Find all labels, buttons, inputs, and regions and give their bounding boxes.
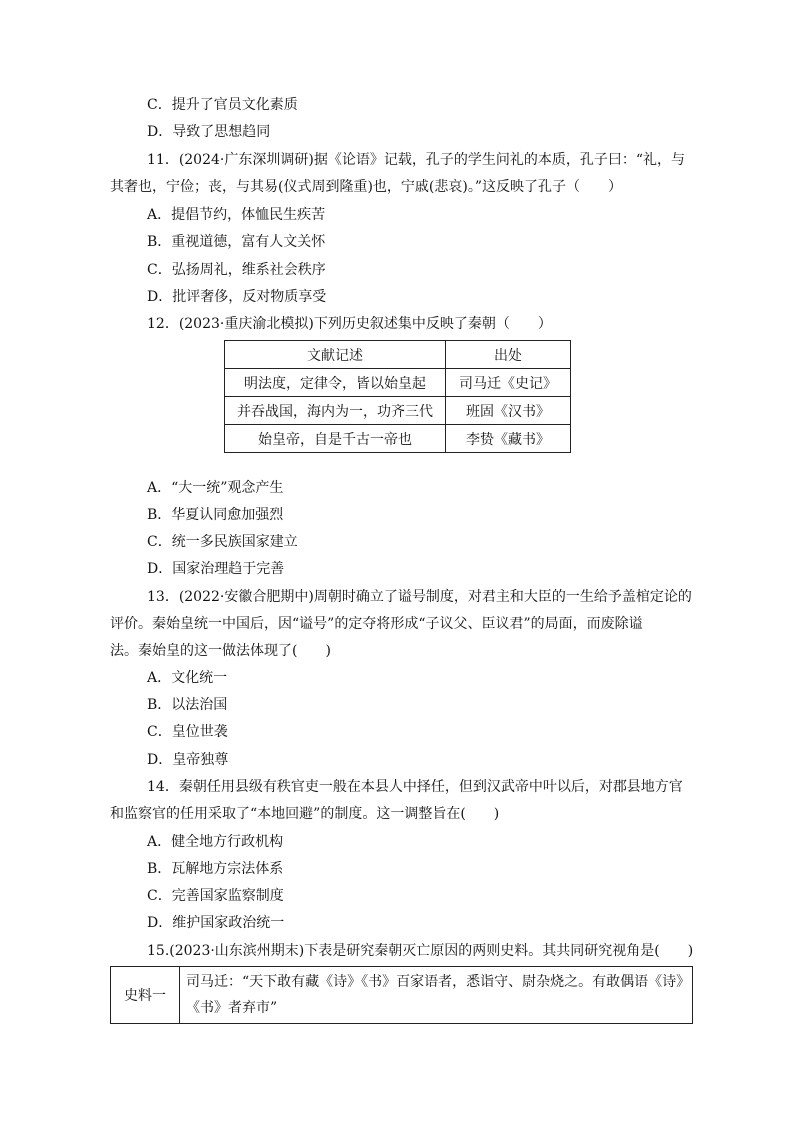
table-row	[111, 967, 693, 1024]
q10-option-c[interactable]: C．提升了官员文化素质	[147, 97, 298, 113]
q15-stem: 15.(2023·山东滨州期末)下表是研究秦朝灭亡原因的两则史料。其共同研究视角是( )	[147, 943, 694, 959]
table-cell: 并吞战国，海内为一，功齐三代	[225, 397, 446, 425]
q13-option-b[interactable]: B．以法治国	[147, 697, 228, 713]
q11-option-b[interactable]: B．重视道德，富有人文关怀	[147, 234, 326, 250]
table-header-cell: 出处	[446, 341, 571, 369]
q14-option-a[interactable]: A．健全地方行政机构	[147, 834, 284, 850]
q13-option-d[interactable]: D．皇帝独尊	[147, 752, 229, 768]
q13-option-c[interactable]: C．皇位世袭	[147, 724, 228, 740]
table-cell: 明法度，定律令，皆以始皇起	[225, 369, 446, 397]
q14-stem-line1: 14．秦朝任用县级有秩官吏一般在本县人中择任，但到汉武帝中叶以后，对郡县地方官	[147, 779, 683, 795]
table-row	[225, 397, 571, 425]
source-text-line2: 《书》者弃市”	[186, 1000, 278, 1016]
q11-option-a[interactable]: A．提倡节约，体恤民生疾苦	[147, 207, 326, 223]
q11-option-d[interactable]: D．批评奢侈，反对物质享受	[147, 289, 327, 305]
q11-stem-line2: 其奢也，宁俭；丧，与其易(仪式周到隆重)也，宁戚(悲哀)。”这反映了孔子（ ）	[110, 179, 623, 195]
q12-option-b[interactable]: B．华夏认同愈加强烈	[147, 507, 284, 523]
q14-option-c[interactable]: C．完善国家监察制度	[147, 888, 284, 904]
q12-option-c[interactable]: C．统一多民族国家建立	[147, 534, 298, 550]
q13-stem-line2: 评价。秦始皇统一中国后，因“谥号”的定夺将形成“子议父、臣议君”的局面，而废除谥	[110, 616, 643, 632]
table-cell: 始皇帝，自是千古一帝也	[225, 425, 446, 453]
table-row	[225, 369, 571, 397]
q13-stem-line3: 法。秦始皇的这一做法体现了( )	[110, 643, 331, 659]
table-cell: 班固《汉书》	[446, 397, 571, 425]
q11-stem-line1: 11．(2024·广东深圳调研)据《论语》记载，孔子的学生问礼的本质，孔子曰：“礼，与	[147, 152, 685, 168]
source-text	[180, 967, 693, 1024]
q14-option-d[interactable]: D．维护国家政治统一	[147, 915, 285, 931]
q13-option-a[interactable]: A．文化统一	[147, 670, 228, 686]
q14-option-b[interactable]: B．瓦解地方宗法体系	[147, 861, 284, 877]
q12-stem: 12．(2023·重庆渝北模拟)下列历史叙述集中反映了秦朝（ ）	[147, 316, 552, 332]
q12-option-a[interactable]: A．“大一统”观念产生	[147, 480, 284, 496]
q15-source-table	[110, 966, 693, 1024]
q13-stem-line1: 13．(2022·安徽合肥期中)周朝时确立了谥号制度，对君主和大臣的一生给予盖棺定论的	[147, 589, 692, 605]
table-row	[225, 425, 571, 453]
q12-option-d[interactable]: D．国家治理趋于完善	[147, 561, 285, 577]
q10-option-d[interactable]: D．导致了思想趋同	[147, 124, 271, 140]
table-cell: 李贽《藏书》	[446, 425, 571, 453]
table-cell: 司马迁《史记》	[446, 369, 571, 397]
source-text-line1: 司马迁：“天下敢有藏《诗》《书》百家语者，悉诣守、尉杂烧之。有敢偶语《诗》	[186, 974, 691, 990]
source-label: 史料一	[111, 967, 180, 1024]
q14-stem-line2: 和监察官的任用采取了“本地回避”的制度。这一调整旨在( )	[110, 806, 500, 822]
table-header-row	[225, 341, 571, 369]
q12-table	[224, 340, 571, 453]
q11-option-c[interactable]: C．弘扬周礼，维系社会秩序	[147, 262, 326, 278]
table-header-cell: 文献记述	[225, 341, 446, 369]
